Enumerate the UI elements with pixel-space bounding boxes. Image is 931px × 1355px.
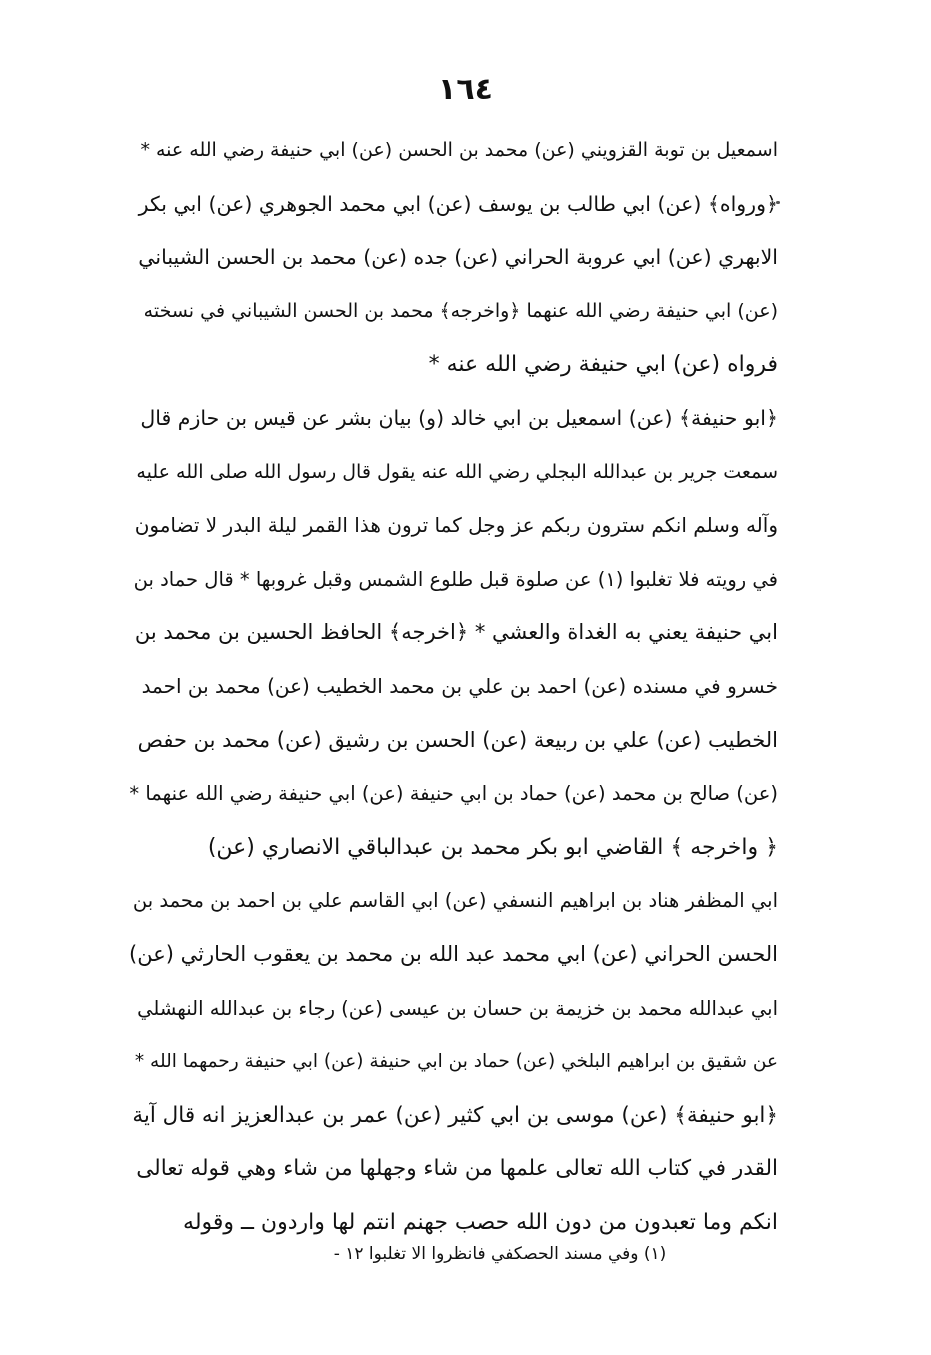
text-line: وآله وسلم انكم سترون ربكم عز وجل كما ترون هذا القمر ليلة البدر لا تضامون [134,513,778,538]
body-text [128,124,778,1249]
text-line: فرواه (عن) ابي حنيفة رضي الله عنه * [428,352,778,378]
text-line: ابي حنيفة يعني به الغداة والعشي * ﴿اخرجه﴾ الحافظ الحسين بن محمد بن [134,620,778,645]
footnote: (١) وفي مسند الحصكفي فانظروا الا تغلبوا ١٢ - [333,1244,667,1264]
text-line: عن شقيق بن ابراهيم البلخي (عن) حماد بن ابي حنيفة (عن) ابي حنيفة رحمهما الله * [134,1051,778,1073]
text-line: الابهري (عن) ابي عروبة الحراني (عن) جده (عن) محمد بن الحسن الشيباني [138,245,778,270]
text-line: سمعت جرير بن عبدالله البجلي رضي الله عنه يقول قال رسول الله صلى الله عليه [136,460,778,483]
text-line: انكم وما تعبدون من دون الله حصب جهنم انتم لها واردون ــ وقوله [183,1209,778,1235]
text-line: ﴿ابو حنيفة﴾ (عن) اسمعيل بن ابي خالد (و) بيان بشر عن قيس بن حازم قال [140,405,778,430]
text-line: ﴿ واخرجه ﴾ القاضي ابو بكر محمد بن عبدالباقي الانصاري (عن) [207,834,778,860]
text-line: ابي المظفر هناد بن ابراهيم النسفي (عن) ابي القاسم علي بن احمد بن محمد بن [132,889,778,913]
page-number: ١٦٤ [438,72,493,107]
text-line: في رويته فلا تغلبوا (١) عن صلوة قبل طلوع الشمس وقبل غروبها * قال حماد بن [133,567,778,591]
text-line: اسمعيل بن توبة القزويني (عن) محمد بن الحسن (عن) ابي حنيفة رضي الله عنه * [140,139,778,161]
text-line: الحسن الحراني (عن) ابي محمد عبد الله بن محمد بن يعقوب الحارثي (عن) [129,941,778,966]
text-line: (عن) ابي حنيفة رضي الله عنهما ﴿واخرجه﴾ محمد بن الحسن الشيباني في نسخته [143,299,778,322]
text-line: الخطيب (عن) علي بن ربيعة (عن) الحسن بن رشيق (عن) محمد بن حفص [137,727,778,752]
text-line: ﴿ورواه﴾ (عن) ابي طالب بن يوسف (عن) ابي محمد الجوهري (عن) ابي بكر [138,191,778,216]
text-line: ﴿ابو حنيفة﴾ (عن) موسى بن ابي كثير (عن) عمر بن عبدالعزيز انه قال آية [132,1102,778,1128]
text-line: القدر في كتاب الله تعالى علمها من شاء وجهلها من شاء وهي قوله تعالى [136,1156,778,1182]
text-line: (عن) صالح بن محمد (عن) حماد بن ابي حنيفة (عن) ابي حنيفة رضي الله عنهما * [129,782,778,806]
text-line: خسرو في مسنده (عن) احمد بن علي بن محمد الخطيب (عن) محمد بن احمد [141,673,778,698]
text-line: ابي عبدالله محمد بن خزيمة بن حسان بن عيسى (عن) رجاء بن عبدالله النهشلي [137,996,778,1020]
